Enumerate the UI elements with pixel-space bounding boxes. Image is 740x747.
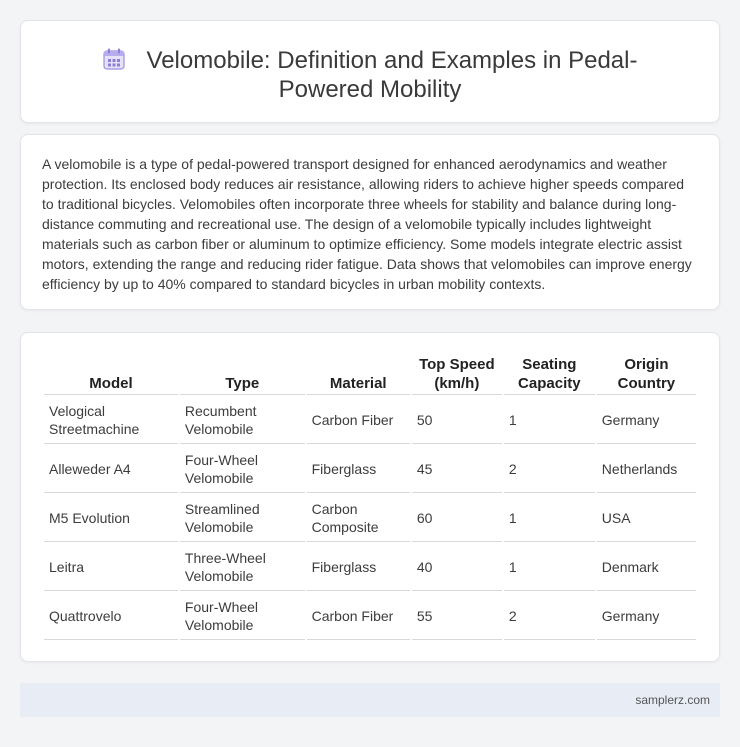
cell-top-speed: 40 [412, 544, 502, 591]
cell-material: Carbon Fiber [307, 397, 410, 444]
cell-model: Quattrovelo [44, 593, 178, 640]
cell-top-speed: 50 [412, 397, 502, 444]
cell-top-speed: 55 [412, 593, 502, 640]
table-row [44, 544, 696, 591]
table-row [44, 495, 696, 542]
table-header-row [44, 355, 696, 395]
cell-type: Four-Wheel Velomobile [180, 446, 305, 493]
page-title: Velomobile: Definition and Examples in Pedal-Powered Mobility [146, 47, 638, 103]
calendar-icon [103, 48, 125, 70]
cell-seating: 1 [504, 397, 595, 444]
cell-model: Velogical Streetmachine [44, 397, 178, 444]
cell-material: Fiberglass [307, 446, 410, 493]
cell-model: Alleweder A4 [44, 446, 178, 493]
column-header: Model [44, 355, 178, 395]
cell-seating: 1 [504, 544, 595, 591]
column-header: Material [307, 355, 410, 395]
cell-seating: 2 [504, 593, 595, 640]
cell-top-speed: 60 [412, 495, 502, 542]
cell-seating: 1 [504, 495, 595, 542]
description-text: A velomobile is a type of pedal-powered transport designed for enhanced aerodynamics and weather protection. Its enclosed body reduces air resistance, allowing riders to achieve higher speeds compared to traditional bicycles. Velomobiles often incorporate three wheels for stability and balance during long-distance commuting and recreational use. The design of a velomobile typically includes lightweight materials such as carbon fiber or aluminum to optimize efficiency. Some models integrate electric assist motors, extending the range and reducing rider fatigue. Data shows that velomobiles can improve energy efficiency by up to 40% compared to standard bicycles in urban mobility contexts. [42, 156, 692, 292]
column-header: Origin Country [597, 355, 696, 395]
cell-model: M5 Evolution [44, 495, 178, 542]
page-title-wrap [21, 46, 719, 104]
cell-type: Three-Wheel Velomobile [180, 544, 305, 591]
table-row [44, 446, 696, 493]
cell-material: Carbon Fiber [307, 593, 410, 640]
cell-seating: 2 [504, 446, 595, 493]
velomobile-table [42, 353, 698, 642]
footer-bar [20, 683, 720, 717]
cell-origin: Germany [597, 593, 696, 640]
cell-origin: Netherlands [597, 446, 696, 493]
cell-model: Leitra [44, 544, 178, 591]
description-card [20, 134, 720, 310]
cell-material: Fiberglass [307, 544, 410, 591]
cell-type: Four-Wheel Velomobile [180, 593, 305, 640]
column-header: Top Speed (km/h) [412, 355, 502, 395]
cell-top-speed: 45 [412, 446, 502, 493]
cell-type: Streamlined Velomobile [180, 495, 305, 542]
column-header: Seating Capacity [504, 355, 595, 395]
cell-origin: Germany [597, 397, 696, 444]
table-card [20, 332, 720, 662]
title-card [20, 20, 720, 123]
table-row [44, 397, 696, 444]
column-header: Type [180, 355, 305, 395]
cell-origin: USA [597, 495, 696, 542]
footer-site-link[interactable]: samplerz.com [635, 693, 710, 707]
table-row [44, 593, 696, 640]
cell-origin: Denmark [597, 544, 696, 591]
cell-material: Carbon Composite [307, 495, 410, 542]
cell-type: Recumbent Velomobile [180, 397, 305, 444]
